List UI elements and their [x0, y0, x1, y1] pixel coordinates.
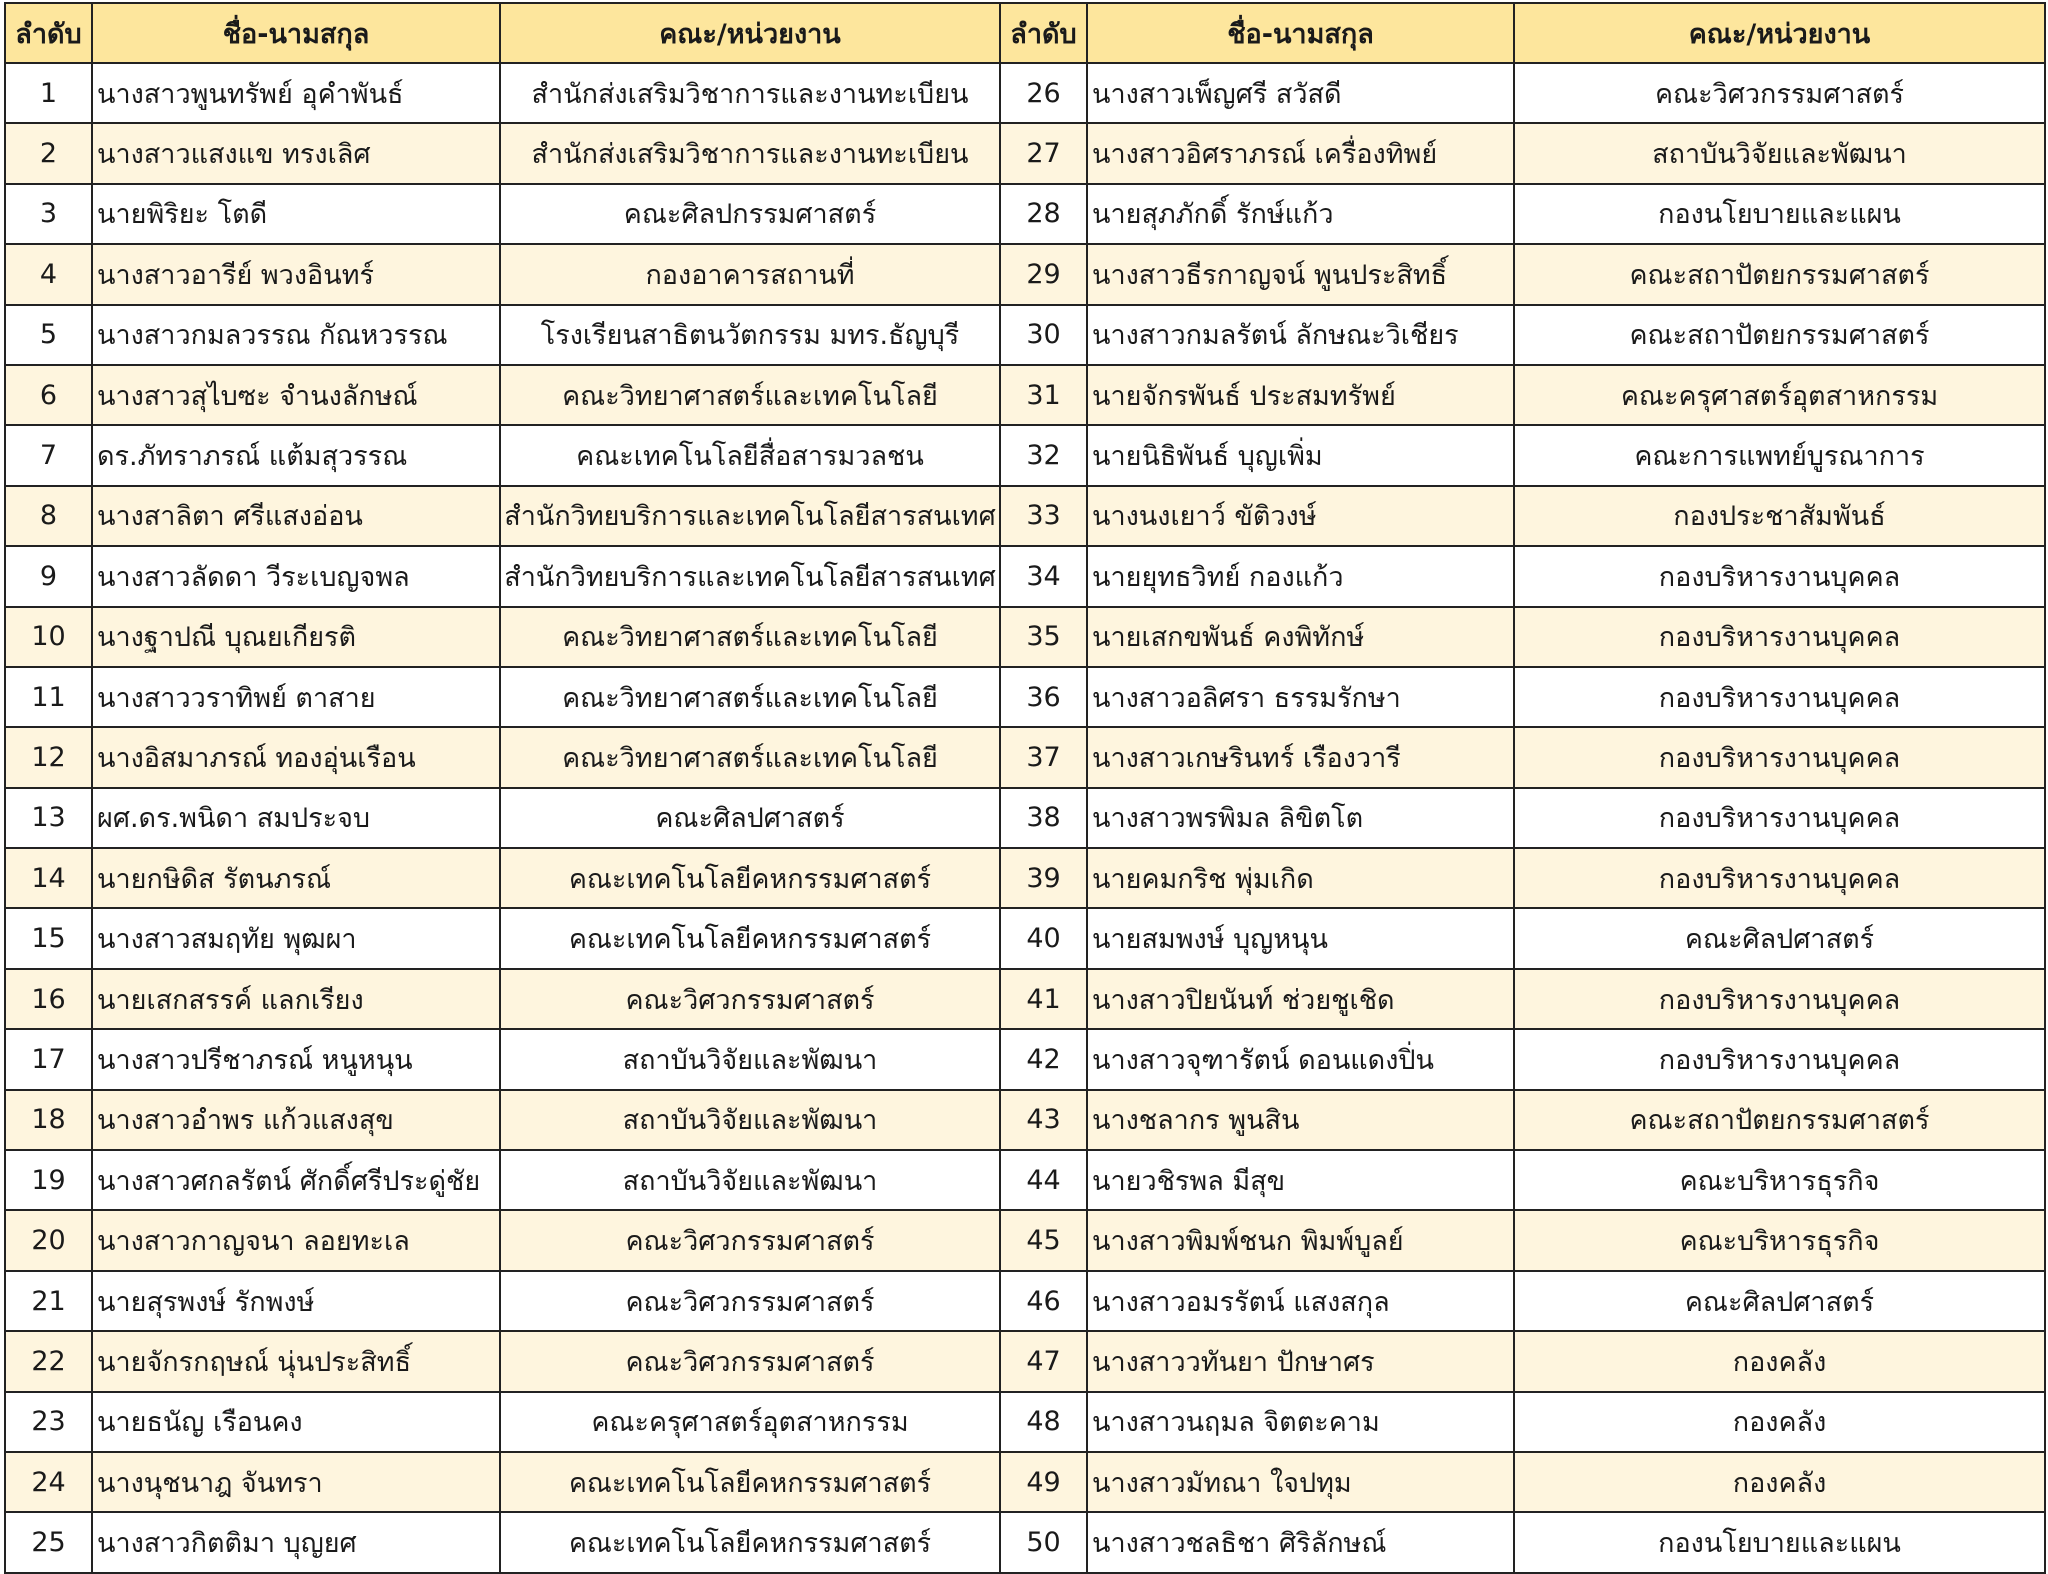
staff-list-table-wrapper	[4, 2, 2046, 1574]
table-body	[5, 63, 2045, 1573]
department-cell: คณะสถาปัตยกรรมศาสตร์	[1514, 1090, 2045, 1150]
name-cell: นายเสกสรรค์ แลกเรียง	[92, 969, 500, 1029]
order-number-cell: 16	[5, 969, 92, 1029]
table-row	[5, 908, 2045, 968]
department-cell: คณะสถาปัตยกรรมศาสตร์	[1514, 305, 2045, 365]
department-cell: คณะครุศาสตร์อุตสาหกรรม	[1514, 365, 2045, 425]
department-cell: คณะวิศวกรรมศาสตร์	[500, 969, 1000, 1029]
department-cell: กองอาคารสถานที่	[500, 244, 1000, 304]
department-cell: คณะวิศวกรรมศาสตร์	[500, 1271, 1000, 1331]
order-number-cell: 28	[1000, 184, 1087, 244]
order-number-cell: 49	[1000, 1452, 1087, 1512]
name-cell: ผศ.ดร.พนิดา สมประจบ	[92, 788, 500, 848]
order-number-cell: 12	[5, 727, 92, 787]
department-cell: คณะบริหารธุรกิจ	[1514, 1150, 2045, 1210]
order-number-cell: 27	[1000, 123, 1087, 183]
order-number-cell: 45	[1000, 1210, 1087, 1270]
name-cell: นางอิสมาภรณ์ ทองอุ่นเรือน	[92, 727, 500, 787]
order-number-cell: 17	[5, 1029, 92, 1089]
department-cell: กองบริหารงานบุคคล	[1514, 667, 2045, 727]
order-number-cell: 10	[5, 607, 92, 667]
name-cell: นางสาวพิมพ์ชนก พิมพ์บูลย์	[1087, 1210, 1514, 1270]
name-cell: นายสมพงษ์ บุญหนุน	[1087, 908, 1514, 968]
department-cell: คณะวิศวกรรมศาสตร์	[500, 1210, 1000, 1270]
name-cell: นางสาวสมฤทัย พุฒผา	[92, 908, 500, 968]
table-row	[5, 184, 2045, 244]
name-cell: นางสาวแสงแข ทรงเลิศ	[92, 123, 500, 183]
table-row	[5, 667, 2045, 727]
name-cell: นางสาวกมลวรรณ กัณหวรรณ	[92, 305, 500, 365]
name-cell: นายธนัญ เรือนคง	[92, 1392, 500, 1452]
department-cell: กองบริหารงานบุคคล	[1514, 969, 2045, 1029]
department-cell: คณะวิทยาศาสตร์และเทคโนโลยี	[500, 607, 1000, 667]
department-cell: กองบริหารงานบุคคล	[1514, 1029, 2045, 1089]
name-cell: นางสาวพรพิมล ลิขิตโต	[1087, 788, 1514, 848]
order-number-cell: 7	[5, 425, 92, 485]
order-number-cell: 6	[5, 365, 92, 425]
name-cell: นางสาวธีรกาญจน์ พูนประสิทธิ์	[1087, 244, 1514, 304]
department-cell: กองบริหารงานบุคคล	[1514, 788, 2045, 848]
order-number-cell: 14	[5, 848, 92, 908]
order-number-cell: 22	[5, 1331, 92, 1391]
department-cell: คณะเทคโนโลยีคหกรรมศาสตร์	[500, 908, 1000, 968]
department-cell: โรงเรียนสาธิตนวัตกรรม มทร.ธัญบุรี	[500, 305, 1000, 365]
order-number-cell: 11	[5, 667, 92, 727]
name-cell: นางสาวปิยนันท์ ช่วยชูเชิด	[1087, 969, 1514, 1029]
order-number-cell: 13	[5, 788, 92, 848]
department-cell: สถาบันวิจัยและพัฒนา	[1514, 123, 2045, 183]
department-cell: คณะเทคโนโลยีสื่อสารมวลชน	[500, 425, 1000, 485]
department-cell: สำนักวิทยบริการและเทคโนโลยีสารสนเทศ	[500, 546, 1000, 606]
table-row	[5, 63, 2045, 123]
name-cell: นายพิริยะ โตดี	[92, 184, 500, 244]
header-dept-right: คณะ/หน่วยงาน	[1514, 3, 2045, 63]
table-row	[5, 425, 2045, 485]
order-number-cell: 33	[1000, 486, 1087, 546]
name-cell: นางสาวอารีย์ พวงอินทร์	[92, 244, 500, 304]
department-cell: กองบริหารงานบุคคล	[1514, 607, 2045, 667]
name-cell: นางสาลิตา ศรีแสงอ่อน	[92, 486, 500, 546]
department-cell: กองบริหารงานบุคคล	[1514, 848, 2045, 908]
table-row	[5, 788, 2045, 848]
department-cell: คณะศิลปศาสตร์	[500, 788, 1000, 848]
table-row	[5, 1512, 2045, 1572]
table-row	[5, 123, 2045, 183]
order-number-cell: 25	[5, 1512, 92, 1572]
order-number-cell: 9	[5, 546, 92, 606]
name-cell: นางสาวจุฑารัตน์ ดอนแดงปิ่น	[1087, 1029, 1514, 1089]
name-cell: นางนุชนาฎ จันทรา	[92, 1452, 500, 1512]
name-cell: นางสาวชลธิชา ศิริลักษณ์	[1087, 1512, 1514, 1572]
department-cell: คณะศิลปศาสตร์	[1514, 1271, 2045, 1331]
table-row	[5, 1029, 2045, 1089]
staff-list-table	[4, 2, 2046, 1574]
name-cell: นางสาววทันยา ปักษาศร	[1087, 1331, 1514, 1391]
order-number-cell: 2	[5, 123, 92, 183]
table-row	[5, 1150, 2045, 1210]
table-row	[5, 969, 2045, 1029]
name-cell: นางสาวกิตติมา บุญยศ	[92, 1512, 500, 1572]
department-cell: คณะเทคโนโลยีคหกรรมศาสตร์	[500, 848, 1000, 908]
order-number-cell: 20	[5, 1210, 92, 1270]
name-cell: นางสาวศกลรัตน์ ศักดิ์ศรีประดู่ชัย	[92, 1150, 500, 1210]
order-number-cell: 26	[1000, 63, 1087, 123]
order-number-cell: 3	[5, 184, 92, 244]
department-cell: สถาบันวิจัยและพัฒนา	[500, 1090, 1000, 1150]
department-cell: คณะเทคโนโลยีคหกรรมศาสตร์	[500, 1452, 1000, 1512]
department-cell: กองคลัง	[1514, 1392, 2045, 1452]
department-cell: กองประชาสัมพันธ์	[1514, 486, 2045, 546]
order-number-cell: 50	[1000, 1512, 1087, 1572]
name-cell: นางสาวอมรรัตน์ แสงสกุล	[1087, 1271, 1514, 1331]
table-row	[5, 305, 2045, 365]
department-cell: คณะศิลปกรรมศาสตร์	[500, 184, 1000, 244]
name-cell: นางสาวอำพร แก้วแสงสุข	[92, 1090, 500, 1150]
table-row	[5, 1392, 2045, 1452]
order-number-cell: 44	[1000, 1150, 1087, 1210]
table-row	[5, 486, 2045, 546]
name-cell: นายเสกขพันธ์ คงพิทักษ์	[1087, 607, 1514, 667]
name-cell: นางสาวสุไบซะ จำนงลักษณ์	[92, 365, 500, 425]
name-cell: นางสาววราทิพย์ ตาสาย	[92, 667, 500, 727]
header-order-right: ลำดับ	[1000, 3, 1087, 63]
order-number-cell: 36	[1000, 667, 1087, 727]
table-row	[5, 365, 2045, 425]
department-cell: สถาบันวิจัยและพัฒนา	[500, 1029, 1000, 1089]
name-cell: นางฐาปณี บุณยเกียรติ	[92, 607, 500, 667]
name-cell: นางสาวพูนทรัพย์ อุคำพันธ์	[92, 63, 500, 123]
order-number-cell: 30	[1000, 305, 1087, 365]
header-order-left: ลำดับ	[5, 3, 92, 63]
table-row	[5, 607, 2045, 667]
order-number-cell: 8	[5, 486, 92, 546]
department-cell: กองบริหารงานบุคคล	[1514, 727, 2045, 787]
name-cell: นายนิธิพันธ์ บุญเพิ่ม	[1087, 425, 1514, 485]
department-cell: คณะบริหารธุรกิจ	[1514, 1210, 2045, 1270]
order-number-cell: 19	[5, 1150, 92, 1210]
order-number-cell: 18	[5, 1090, 92, 1150]
name-cell: นายสุภภักดิ์ รักษ์แก้ว	[1087, 184, 1514, 244]
name-cell: นางสาวปรีชาภรณ์ หนูหนุน	[92, 1029, 500, 1089]
order-number-cell: 21	[5, 1271, 92, 1331]
order-number-cell: 5	[5, 305, 92, 365]
order-number-cell: 15	[5, 908, 92, 968]
table-row	[5, 1331, 2045, 1391]
header-name-right: ชื่อ-นามสกุล	[1087, 3, 1514, 63]
name-cell: นายกษิดิส รัตนภรณ์	[92, 848, 500, 908]
department-cell: คณะสถาปัตยกรรมศาสตร์	[1514, 244, 2045, 304]
table-row	[5, 1090, 2045, 1150]
department-cell: คณะวิทยาศาสตร์และเทคโนโลยี	[500, 365, 1000, 425]
name-cell: นางสาวอิศราภรณ์ เครื่องทิพย์	[1087, 123, 1514, 183]
order-number-cell: 1	[5, 63, 92, 123]
name-cell: นางสาวมัทณา ใจปทุม	[1087, 1452, 1514, 1512]
name-cell: นายวชิรพล มีสุข	[1087, 1150, 1514, 1210]
order-number-cell: 31	[1000, 365, 1087, 425]
order-number-cell: 42	[1000, 1029, 1087, 1089]
order-number-cell: 32	[1000, 425, 1087, 485]
order-number-cell: 46	[1000, 1271, 1087, 1331]
department-cell: กองคลัง	[1514, 1452, 2045, 1512]
department-cell: คณะวิทยาศาสตร์และเทคโนโลยี	[500, 667, 1000, 727]
name-cell: นายจักรกฤษณ์ นุ่นประสิทธิ์	[92, 1331, 500, 1391]
header-row	[5, 3, 2045, 63]
name-cell: นางสาวอลิศรา ธรรมรักษา	[1087, 667, 1514, 727]
table-row	[5, 1210, 2045, 1270]
header-name-left: ชื่อ-นามสกุล	[92, 3, 500, 63]
order-number-cell: 41	[1000, 969, 1087, 1029]
department-cell: สำนักวิทยบริการและเทคโนโลยีสารสนเทศ	[500, 486, 1000, 546]
order-number-cell: 34	[1000, 546, 1087, 606]
order-number-cell: 47	[1000, 1331, 1087, 1391]
name-cell: นางชลากร พูนสิน	[1087, 1090, 1514, 1150]
table-row	[5, 546, 2045, 606]
name-cell: นางสาวกาญจนา ลอยทะเล	[92, 1210, 500, 1270]
department-cell: คณะครุศาสตร์อุตสาหกรรม	[500, 1392, 1000, 1452]
department-cell: กองนโยบายและแผน	[1514, 1512, 2045, 1572]
department-cell: กองคลัง	[1514, 1331, 2045, 1391]
table-row	[5, 1452, 2045, 1512]
name-cell: นางสาวเกษรินทร์ เรืองวารี	[1087, 727, 1514, 787]
order-number-cell: 38	[1000, 788, 1087, 848]
name-cell: นางสาวเพ็ญศรี สวัสดี	[1087, 63, 1514, 123]
order-number-cell: 24	[5, 1452, 92, 1512]
order-number-cell: 43	[1000, 1090, 1087, 1150]
department-cell: สำนักส่งเสริมวิชาการและงานทะเบียน	[500, 123, 1000, 183]
order-number-cell: 40	[1000, 908, 1087, 968]
name-cell: นายสุรพงษ์ รักพงษ์	[92, 1271, 500, 1331]
department-cell: สถาบันวิจัยและพัฒนา	[500, 1150, 1000, 1210]
name-cell: นายคมกริช พุ่มเกิด	[1087, 848, 1514, 908]
name-cell: ดร.ภัทราภรณ์ แต้มสุวรรณ	[92, 425, 500, 485]
name-cell: นายจักรพันธ์ ประสมทรัพย์	[1087, 365, 1514, 425]
department-cell: กองบริหารงานบุคคล	[1514, 546, 2045, 606]
order-number-cell: 48	[1000, 1392, 1087, 1452]
department-cell: คณะเทคโนโลยีคหกรรมศาสตร์	[500, 1512, 1000, 1572]
department-cell: คณะการแพทย์บูรณาการ	[1514, 425, 2045, 485]
order-number-cell: 29	[1000, 244, 1087, 304]
department-cell: คณะวิทยาศาสตร์และเทคโนโลยี	[500, 727, 1000, 787]
header-dept-left: คณะ/หน่วยงาน	[500, 3, 1000, 63]
name-cell: นางสาวลัดดา วีระเบญจพล	[92, 546, 500, 606]
department-cell: คณะศิลปศาสตร์	[1514, 908, 2045, 968]
department-cell: สำนักส่งเสริมวิชาการและงานทะเบียน	[500, 63, 1000, 123]
name-cell: นางสาวกมลรัตน์ ลักษณะวิเชียร	[1087, 305, 1514, 365]
order-number-cell: 35	[1000, 607, 1087, 667]
name-cell: นางสาวนฤมล จิตตะคาม	[1087, 1392, 1514, 1452]
table-row	[5, 727, 2045, 787]
order-number-cell: 4	[5, 244, 92, 304]
name-cell: นายยุทธวิทย์ กองแก้ว	[1087, 546, 1514, 606]
table-row	[5, 1271, 2045, 1331]
table-row	[5, 848, 2045, 908]
department-cell: คณะวิศวกรรมศาสตร์	[500, 1331, 1000, 1391]
name-cell: นางนงเยาว์ ขัติวงษ์	[1087, 486, 1514, 546]
order-number-cell: 23	[5, 1392, 92, 1452]
department-cell: กองนโยบายและแผน	[1514, 184, 2045, 244]
order-number-cell: 37	[1000, 727, 1087, 787]
table-row	[5, 244, 2045, 304]
order-number-cell: 39	[1000, 848, 1087, 908]
department-cell: คณะวิศวกรรมศาสตร์	[1514, 63, 2045, 123]
